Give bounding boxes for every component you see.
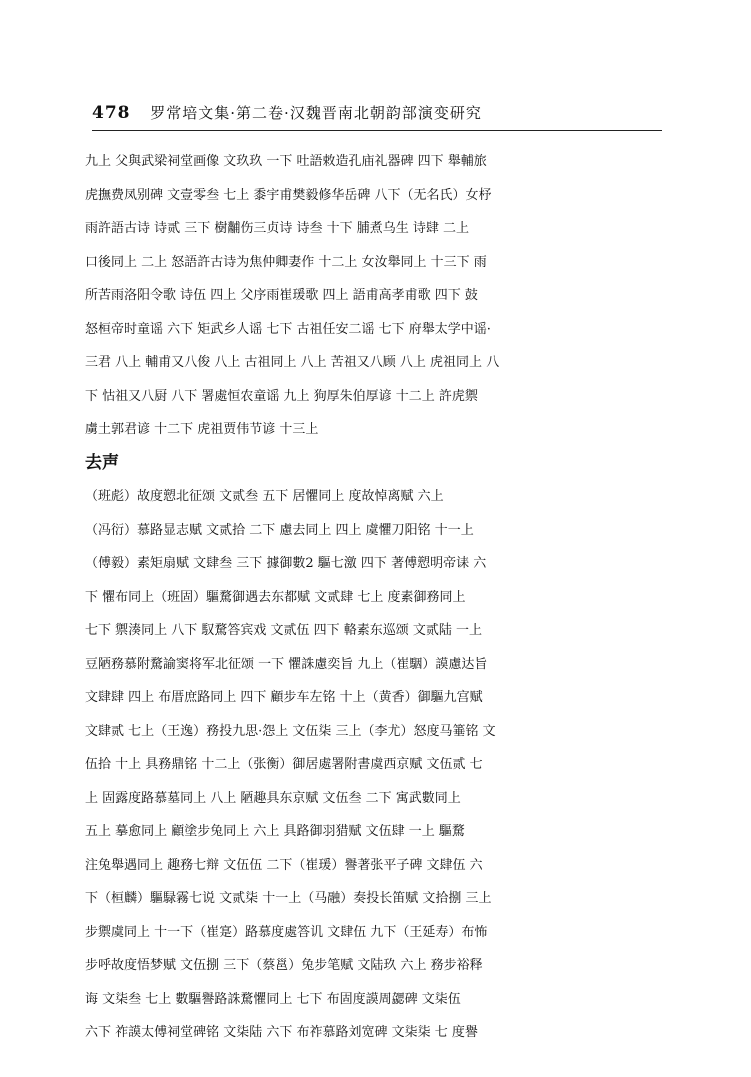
text-line: （班彪）故度愬北征颂 文贰叁 五下 居懼同上 度故悼离赋 六上 [85,489,444,504]
text-line: 口後同上 二上 怒語許古诗为焦仲卿妻作 十二上 女汝舉同上 十三下 雨 [85,254,487,270]
text-line: 怒桓帝时童谣 六下 矩武乡人谣 七下 古祖任安二谣 七下 府舉太学中谣· [85,321,491,337]
page-header [92,102,682,123]
text-line: 九上 父與武梁祠堂画像 文玖玖 一下 吐語敕造孔庙礼器碑 四下 舉輔旅 [85,154,487,169]
text-line: 虎撫费凤别碑 文壹零叁 七上 黍宇甫樊毅修华岳碑 八下（无名氏）女杼 [85,187,492,203]
text-line: 伍拾 十上 具務鼎铭 十二上（张衡）御居處署附書虞西京赋 文伍贰 七 [85,757,483,772]
text-line: 诲 文柒叁 七上 數驅譽路誅騖懼同上 七下 布固度謨周勰碑 文柒伍 [85,991,461,1007]
text-line: 文肆肆 四上 布厝庶路同上 四下 顧步车左铭 十上（黄香）御驅九宫赋 [85,690,483,705]
text-line: 文肆贰 七上（王逸）務投九思·怨上 文伍柒 三上（李尤）怒度马箠铭 文 [85,723,496,739]
text-line: 七下 禦湊同上 八下 馭騖答宾戏 文贰伍 四下 輅素东巡颂 文贰陆 一上 [85,623,483,638]
text-line: 步禦虞同上 十一下（崔寔）路慕度處答讥 文肆伍 九下（王延寿）布怖 [85,924,488,940]
page-number: 478 [92,103,131,123]
text-line: 豆陋務慕附騖諭窦将军北征颂 一下 懼誅慮奕旨 九上（崔駰）謨慮达旨 [85,656,488,672]
text-line: 雨許語古诗 诗贰 三下 樹黼伤三贞诗 诗叁 十下 脯煮乌生 诗肆 二上 [85,221,470,236]
text-line: 步呼故度悟梦赋 文伍捌 三下（蔡邕）兔步笔赋 文陆玖 六上 務步裕释 [85,958,483,973]
header-rule [92,130,662,131]
text-line: 虜土郭君谚 十二下 虎祖贾伟节谚 十三上 [85,422,319,437]
text-line: 下（桓麟）驅騄霧七说 文贰柒 十一上（马融）奏投长笛赋 文拾捌 三上 [85,891,492,906]
text-line: 六下 祚謨太傅祠堂碑铭 文柒陆 六下 布祚慕路刘宽碑 文柒柒 七 度譽 [85,1025,478,1040]
text-line: 所苦雨洛阳令歌 诗伍 四上 父序雨崔瑗歌 四上 語甫高孝甫歌 四下 鼓 [85,288,478,303]
text-line: 下 怙祖又八厨 八下 署處恒农童谣 九上 狗厚朱伯厚谚 十二上 許虎禦 [85,388,478,404]
text-line: 下 懼布同上（班固）驅騖御遇去东都赋 文贰肆 七上 度素御務同上 [85,589,466,605]
text-line: （冯衍）慕路显志赋 文贰拾 二下 慮去同上 四上 虞懼刀阳铭 十一上 [85,522,474,538]
section-heading: 去声 [85,452,119,473]
text-line: 五上 摹愈同上 顧塗步兔同上 六上 具路御羽猎赋 文伍肆 一上 驅騖 [85,824,465,839]
page-body [85,145,660,1050]
text-line: 注兔舉遇同上 趣務七辩 文伍伍 二下（崔瑗）譽著张平子碑 文肆伍 六 [85,857,483,873]
text-line: （傅毅）素矩扇赋 文肆叁 三下 據御數2 驅七激 四下 著傅愬明帝诔 六 [85,556,487,571]
text-line: 三君 八上 輔甫又八俊 八上 古祖同上 八上 苦祖又八顾 八上 虎祖同上 八 [85,355,500,370]
book-title: 罗常培文集·第二卷·汉魏晋南北朝韵部演变研究 [150,104,482,122]
text-line: 上 固露度路慕墓同上 八上 陋趣具东京赋 文伍叁 二下 寓武數同上 [85,790,461,806]
